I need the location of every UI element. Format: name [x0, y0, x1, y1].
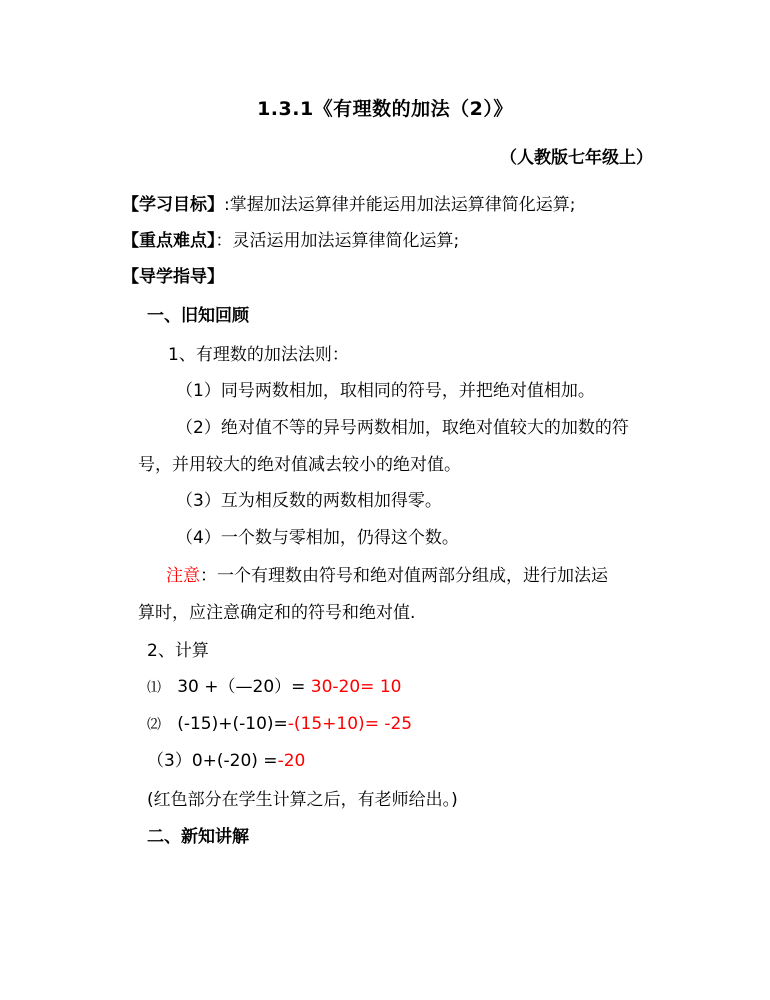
exercise-2-expression: (-15)+(-10)= [177, 714, 288, 734]
exercise-1-expression: 30 +（—20）= [177, 677, 306, 697]
exercise-2-mark: ⑵ [147, 717, 161, 733]
calc-heading: 2、计算 [147, 641, 209, 661]
exercise-2 [147, 713, 412, 736]
key-points-label: 【重点难点】 [122, 231, 216, 251]
new-knowledge-heading: 二、新知讲解 [147, 827, 249, 847]
exercise-1-mark: ⑴ [147, 680, 161, 696]
exercise-2-answer: -(15+10)= -25 [287, 714, 413, 734]
note-line-2: 算时，应注意确定和的符号和绝对值. [138, 603, 416, 623]
note-label: 注意 [166, 566, 200, 586]
document-subtitle: （人教版七年级上） [500, 148, 653, 168]
exercise-1-answer: 30-20= 10 [310, 677, 402, 697]
key-points [122, 230, 459, 252]
teacher-remark: (红色部分在学生计算之后，有老师给出。) [147, 790, 458, 810]
addition-rule-heading: 1、有理数的加法法则： [168, 345, 349, 365]
rule-2-line-1: （2）绝对值不等的异号两数相加，取绝对值较大的加数的符 [176, 418, 629, 438]
rule-2-line-2: 号，并用较大的绝对值减去较小的绝对值。 [138, 455, 461, 475]
learning-goal-label: 【学习目标】 [122, 195, 224, 215]
learning-goal [122, 194, 575, 216]
rule-1: （1）同号两数相加，取相同的符号，并把绝对值相加。 [176, 381, 595, 401]
document-title: 1.3.1《有理数的加法（2）》 [257, 98, 513, 120]
rule-4: （4）一个数与零相加，仍得这个数。 [176, 528, 459, 548]
exercise-3-answer: -20 [277, 751, 306, 771]
exercise-3-expression: （3）0+(-20) = [147, 751, 278, 771]
rule-3: （3）互为相反数的两数相加得零。 [176, 491, 442, 511]
note-text-1: ：一个有理数由符号和绝对值两部分组成，进行加法运 [200, 566, 608, 586]
key-points-text: ：灵活运用加法运算律简化运算; [215, 231, 460, 251]
guide-heading: 【导学指导】 [122, 267, 224, 287]
exercise-3 [147, 750, 305, 772]
note-line-1 [166, 565, 608, 587]
review-heading: 一、旧知回顾 [147, 306, 249, 326]
learning-goal-text: :掌握加法运算律并能运用加法运算律简化运算; [224, 195, 576, 215]
exercise-1 [147, 676, 401, 699]
